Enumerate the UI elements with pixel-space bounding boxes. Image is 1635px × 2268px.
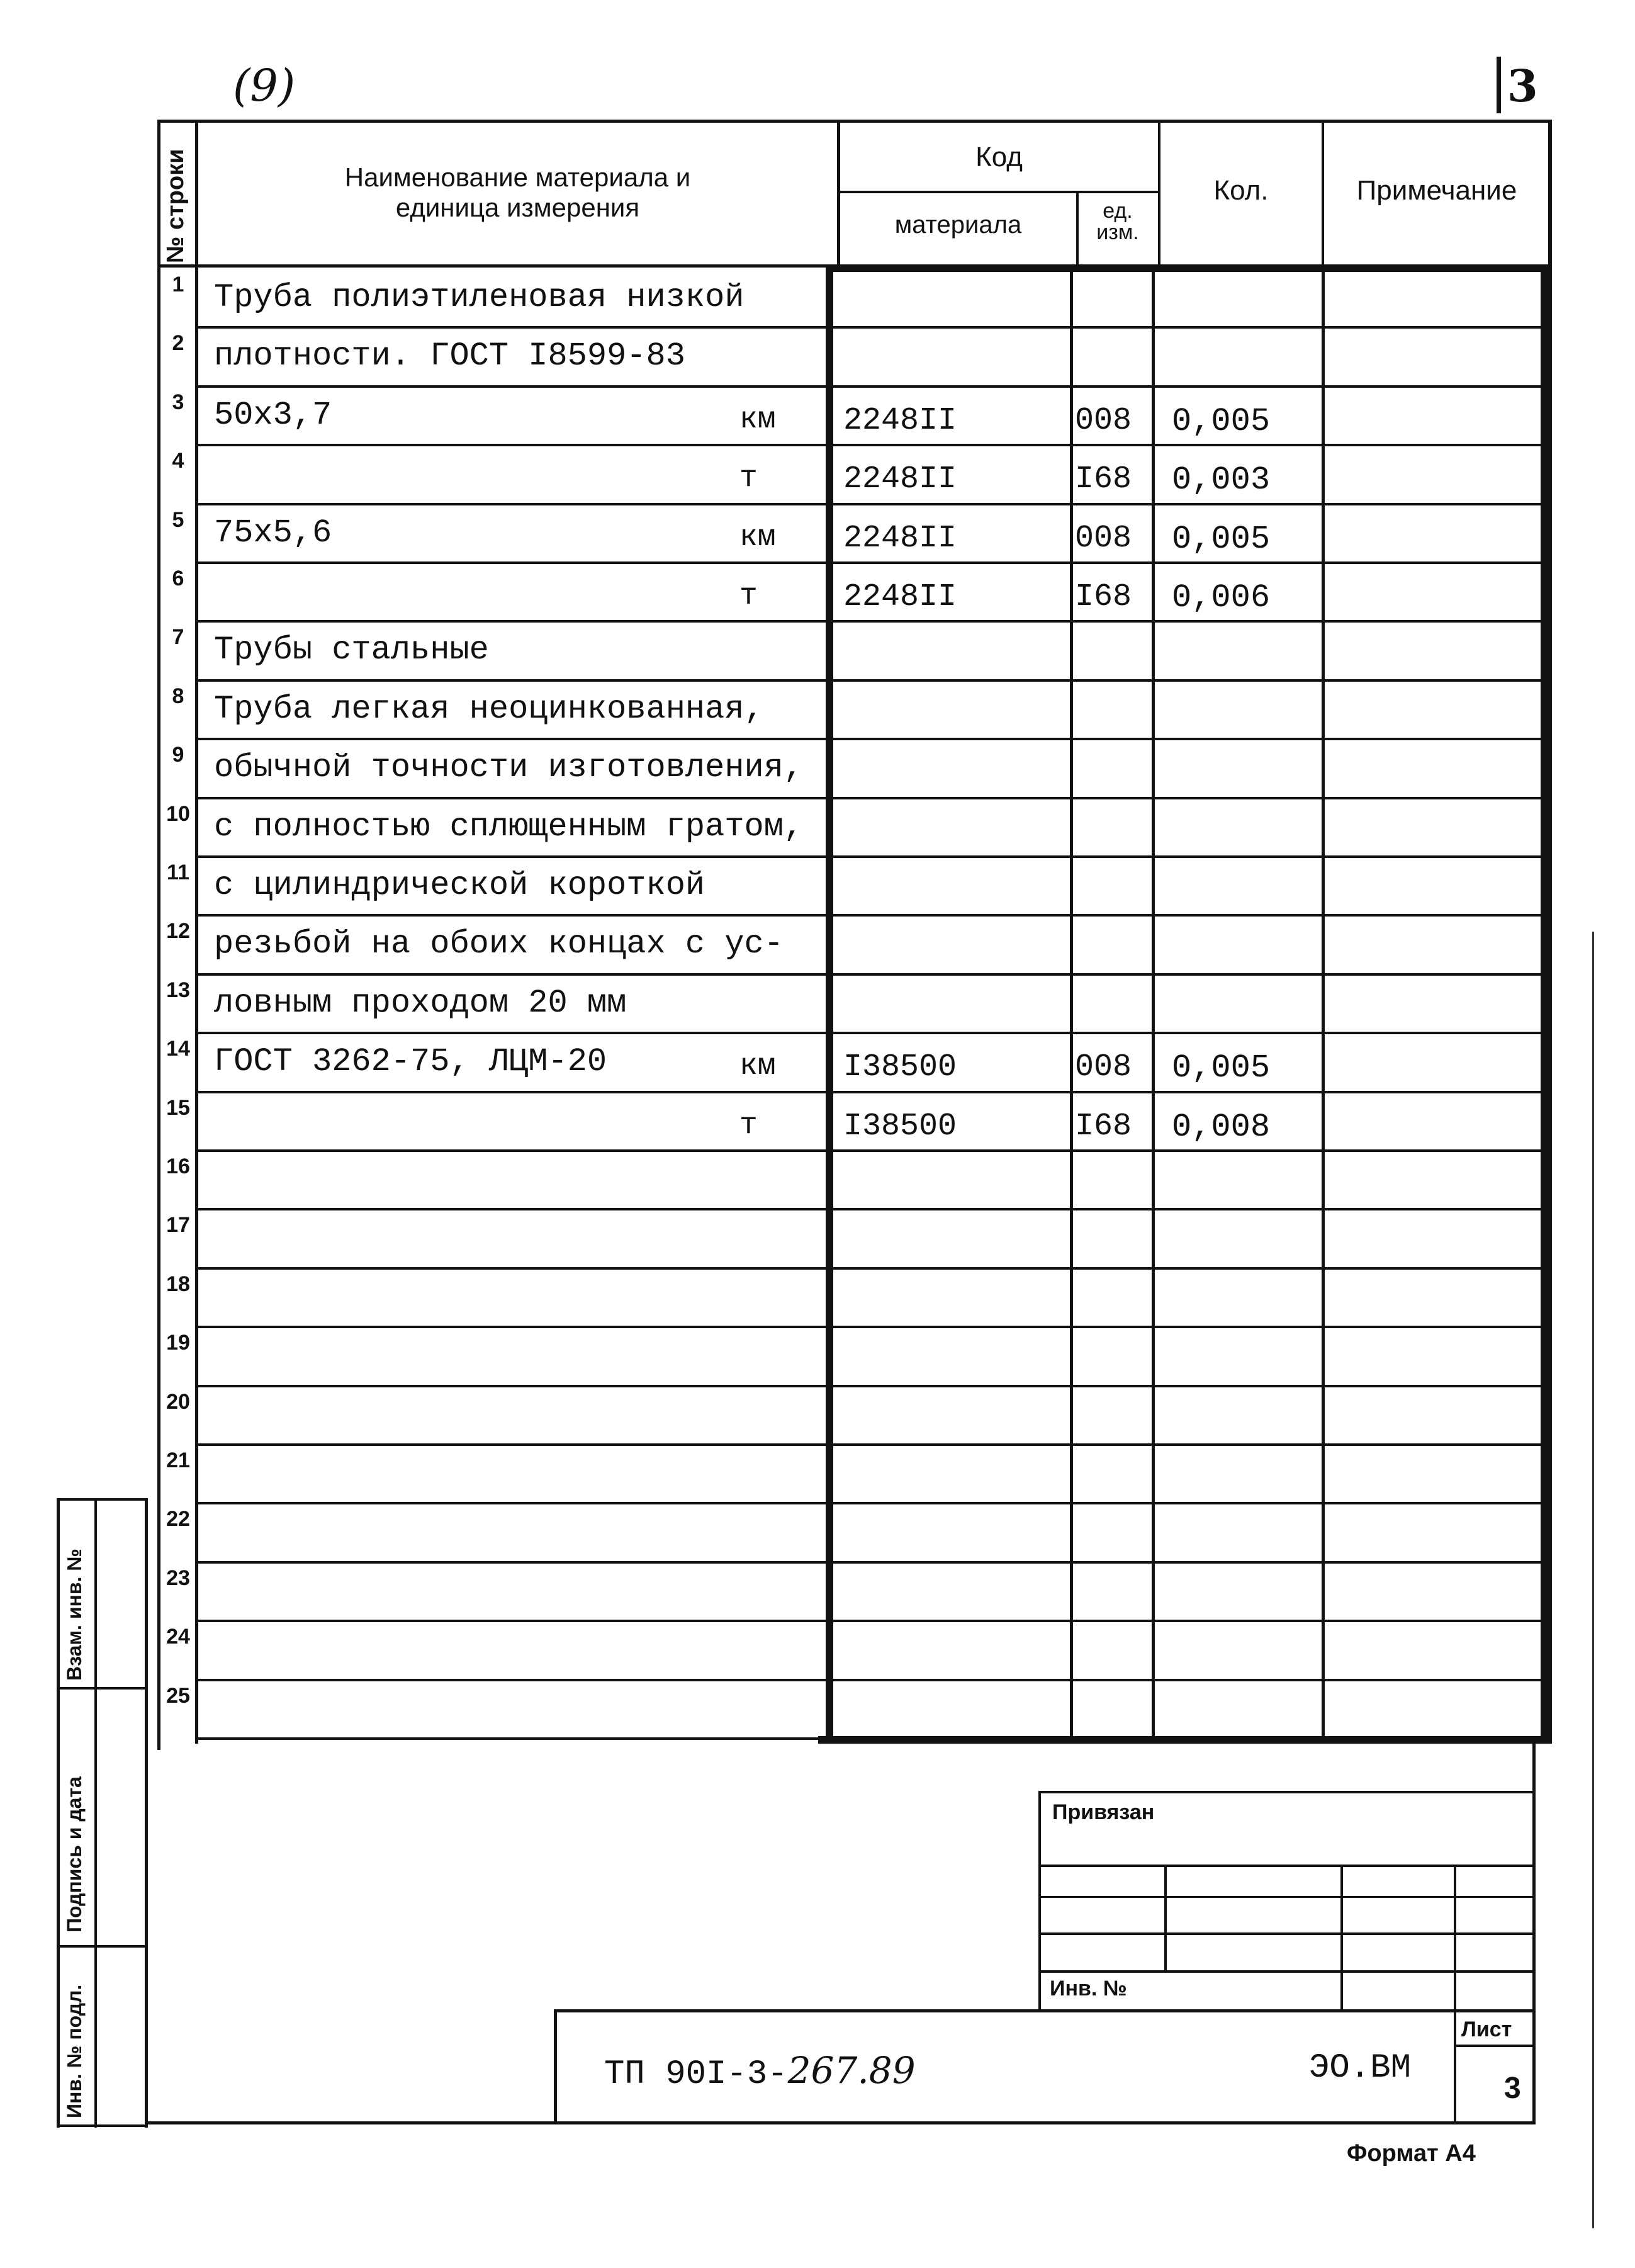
header-row-no: № строки — [162, 149, 189, 263]
col-div-qty — [1152, 268, 1155, 1740]
header-unit — [1077, 200, 1158, 243]
thick-left — [826, 264, 833, 1744]
header-note: Примечание — [1356, 175, 1517, 206]
row-divider — [195, 1385, 1548, 1387]
row-name: резьбой на обоих концах с ус- — [214, 925, 784, 962]
list-number: 3 — [1504, 2072, 1521, 2105]
row-divider — [195, 1326, 1548, 1328]
col-div-note — [1322, 268, 1325, 1740]
row-unit-code: I68 — [1075, 1109, 1132, 1144]
code-block-left — [554, 2011, 557, 2124]
stamp-col3 — [1454, 1865, 1456, 2123]
doc-code-typed: ТП 90I-3- — [604, 2055, 788, 2094]
row-qty: 0,005 — [1172, 521, 1271, 558]
row-divider — [195, 1208, 1548, 1210]
row-qty: 0,005 — [1172, 1049, 1271, 1086]
row-divider — [195, 738, 1548, 740]
row-name: с полностью сплющенным гратом, — [214, 808, 804, 845]
row-number: 19 — [166, 1331, 190, 1355]
list-box-top — [1454, 2045, 1534, 2047]
doc-code-handwritten: 267.89 — [787, 2049, 916, 2092]
row-name: обычной точности изготовления, — [214, 749, 804, 786]
doc-code — [604, 2049, 916, 2094]
header-code: Код — [975, 142, 1023, 172]
row-divider — [195, 1561, 1548, 1564]
row-divider — [195, 679, 1548, 682]
side-inv-podl: Инв. № подл. — [63, 1984, 86, 2118]
code-block-top — [554, 2009, 1536, 2012]
row-code: 2248II — [843, 403, 957, 439]
row-number: 12 — [166, 919, 190, 943]
row-divider — [195, 797, 1548, 799]
row-number: 4 — [172, 449, 184, 473]
table-top-border — [157, 120, 1551, 123]
header-name-line1: Наименование материала и — [344, 162, 691, 192]
row-number: 11 — [167, 860, 189, 884]
row-number: 7 — [172, 625, 184, 649]
row-qty: 0,008 — [1172, 1109, 1271, 1146]
row-number: 10 — [166, 802, 190, 826]
stamp-row3 — [1038, 1932, 1536, 1935]
row-divider — [195, 973, 1548, 976]
header-qty: Кол. — [1213, 175, 1269, 206]
row-divider — [195, 1267, 1548, 1270]
row-unit-code: I68 — [1075, 579, 1132, 615]
row-number: 3 — [172, 390, 184, 414]
row-divider — [195, 914, 1548, 917]
row-code: I38500 — [843, 1109, 957, 1144]
row-divider — [195, 503, 1548, 505]
side-strip-mid — [94, 1498, 97, 2128]
scan-edge-line — [1592, 932, 1594, 2228]
row-unit: т — [739, 1109, 758, 1142]
side-podpis: Подпись и дата — [63, 1776, 86, 1932]
row-name: плотности. ГОСТ I8599-83 — [214, 337, 685, 375]
row-number: 20 — [166, 1390, 190, 1414]
row-number: 24 — [166, 1625, 190, 1649]
row-code: 2248II — [843, 579, 957, 615]
row-name: с цилиндрической короткой — [214, 867, 705, 904]
row-divider — [195, 1091, 1548, 1093]
row-unit: км — [739, 521, 776, 555]
header-unit-line2: изм. — [1096, 220, 1139, 244]
row-divider — [195, 444, 1548, 446]
row-qty: 0,006 — [1172, 579, 1271, 616]
row-divider — [195, 1149, 1548, 1152]
stamp-row1 — [1038, 1865, 1536, 1867]
header-material: материала — [894, 211, 1022, 239]
row-number: 2 — [172, 331, 184, 355]
row-unit: км — [739, 403, 776, 437]
row-number: 25 — [166, 1684, 190, 1708]
row-unit: т — [739, 579, 758, 613]
thick-top — [826, 264, 1549, 272]
row-number: 22 — [166, 1507, 190, 1531]
header-unit-line1: ед. — [1103, 199, 1133, 223]
side-strip-left — [57, 1498, 60, 2128]
row-divider — [195, 1679, 1548, 1681]
row-number: 18 — [166, 1272, 190, 1296]
page-corner-number: 3 — [1507, 60, 1538, 112]
thick-right — [1541, 264, 1549, 1744]
header-name-line2: единица измерения — [395, 193, 640, 222]
row-unit: км — [739, 1049, 776, 1083]
format-label: Формат А4 — [1347, 2140, 1476, 2167]
row-name: 50x3,7 — [214, 397, 332, 434]
row-number: 9 — [172, 743, 184, 767]
stamp-row4 — [1038, 1970, 1536, 1973]
row-divider — [195, 1737, 1548, 1740]
side-strip-bottom — [57, 2124, 148, 2127]
row-code: 2248II — [843, 461, 957, 497]
stamp-privyazan: Привязан — [1052, 1800, 1155, 1824]
row-divider — [195, 561, 1548, 564]
row-name: Труба легкая неоцинкованная, — [214, 691, 764, 728]
row-number: 16 — [166, 1154, 190, 1178]
row-number: 17 — [166, 1213, 190, 1237]
stamp-col2 — [1340, 1865, 1343, 2009]
row-number: 23 — [166, 1566, 190, 1590]
row-divider — [195, 1443, 1548, 1446]
header-code-split — [837, 191, 1159, 193]
row-code: I38500 — [843, 1049, 957, 1085]
row-divider — [195, 1502, 1548, 1504]
row-code: 2248II — [843, 521, 957, 556]
row-number: 15 — [166, 1096, 190, 1120]
row-divider — [195, 1620, 1548, 1622]
corner-bar — [1497, 57, 1501, 113]
col-div-unit — [1070, 268, 1073, 1740]
frame-bottom — [145, 2121, 1536, 2124]
row-name: Труба полиэтиленовая низкой — [214, 279, 744, 316]
row-number: 5 — [172, 508, 184, 532]
stamp-top — [1038, 1791, 1536, 1793]
row-qty: 0,003 — [1172, 461, 1271, 499]
row-name: 75x5,6 — [214, 514, 332, 551]
row-divider — [195, 855, 1548, 858]
row-number: 1 — [172, 273, 184, 296]
row-divider — [195, 1032, 1548, 1034]
list-label: Лист — [1461, 2017, 1512, 2041]
side-vzam: Взам. инв. № — [63, 1549, 86, 1681]
row-divider — [195, 385, 1548, 388]
row-name: Трубы стальные — [214, 631, 489, 669]
side-strip-right — [145, 1498, 148, 2128]
row-divider — [195, 326, 1548, 329]
stamp-row2 — [1038, 1896, 1536, 1898]
stamp-left — [1038, 1791, 1041, 2011]
sheet-mark: ЭО.ВМ — [1309, 2049, 1412, 2087]
row-unit-code: 008 — [1075, 1049, 1132, 1085]
row-name: ловным проходом 20 мм — [214, 984, 627, 1022]
header-name — [198, 162, 837, 223]
row-number: 21 — [166, 1448, 190, 1472]
stamp-col1 — [1164, 1865, 1167, 1972]
row-unit-code: 008 — [1075, 403, 1132, 439]
row-qty: 0,005 — [1172, 403, 1271, 440]
row-number: 6 — [172, 567, 184, 590]
row-unit: т — [739, 461, 758, 495]
row-number: 14 — [166, 1037, 190, 1061]
row-number: 8 — [172, 684, 184, 708]
row-unit-code: 008 — [1075, 521, 1132, 556]
page-mark: (9) — [233, 60, 296, 111]
row-divider — [195, 620, 1548, 623]
stamp-inv-no: Инв. № — [1050, 1977, 1127, 2000]
row-unit-code: I68 — [1075, 461, 1132, 497]
row-number: 13 — [166, 978, 190, 1002]
row-name: ГОСТ 3262-75, ЛЦМ-20 — [214, 1043, 607, 1080]
